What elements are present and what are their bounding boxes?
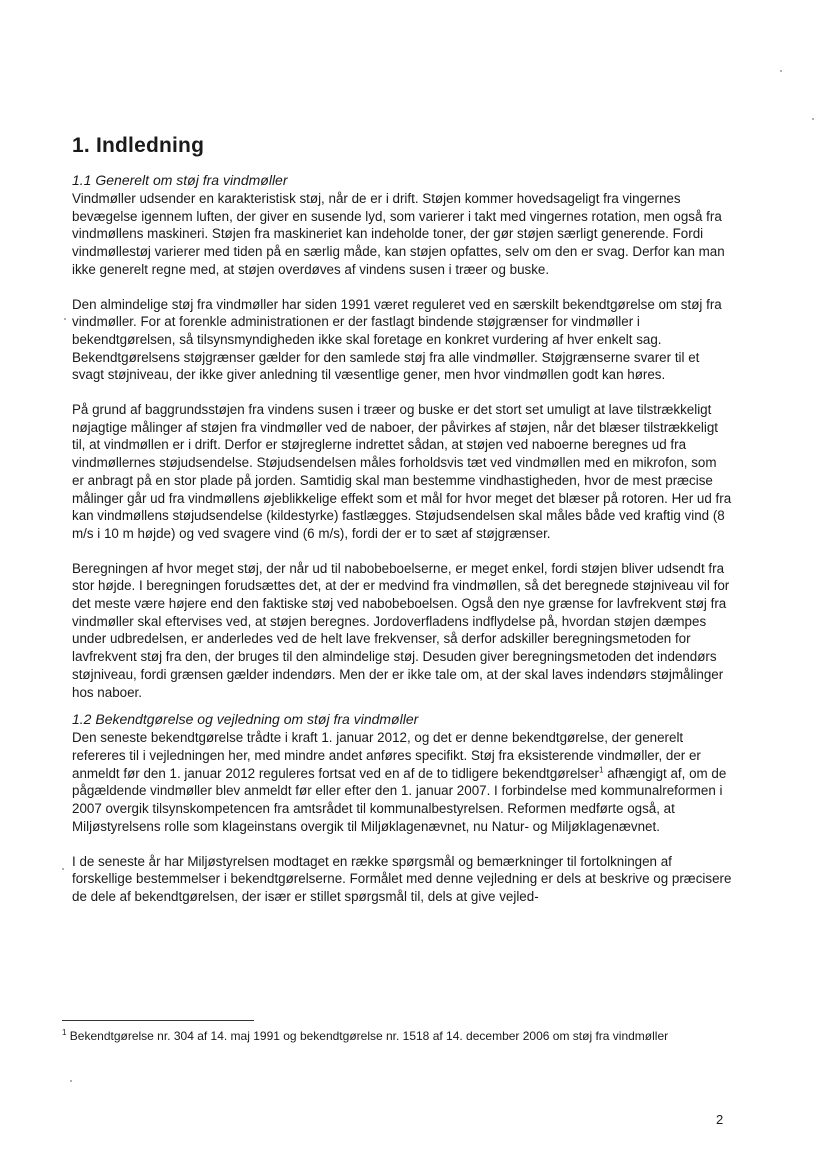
paragraph-6: I de seneste år har Miljøstyrelsen modtaget en række spørgsmål og bemærkninger til fortolkningen af forskellige bestemmelser i bekendtgørelserne. Formålet med denne vejledning er dels at beskrive og præcisere de dele af bekendtgørelsen, der især er stillet spørgsmål til, dels at give vejled- [72,853,732,904]
footnote-reference[interactable]: 1 [599,765,604,775]
paragraph-5 [72,729,732,835]
body-content [72,134,732,906]
scan-speck [62,868,64,870]
page-number: 2 [716,1112,724,1127]
paragraph-1: Vindmøller udsender en karakteristisk støj, når de er i drift. Støjen kommer hovedsageligt fra vingernes bevægelse igennem luften, der giver en susende lyd, som varierer i takt med vingernes rotation, men også fra vindmøllens maskineri. Støjen fra maskineriet kan indeholde toner, der gør støjen særligt generende. Fordi vindmøllestøj varierer med tiden på en særlig måde, kan støjen opfattes, selv om den er svag. Derfor kan man ikke generelt regne med, at støjen overdøves af vindens susen i træer og buske. [72,191,725,277]
paragraph-5-part-a: Den seneste bekendtgørelse trådte i kraft 1. januar 2012, og det er denne bekendtgørelse, der generelt refereres til i vejledningen her, med mindre andet anføres specifikt. Støj fra eksisterende vindmøller, der er anmeldt før den 1. januar 2012 reguleres fortsat ved en af de to tidligere bekendtgørelser [72,730,701,781]
footnote-divider [62,1020,254,1021]
paragraph-5-part-b: afhængigt af, om de pågældende vindmøller blev anmeldt før eller efter den 1. januar 2007. I forbindelse med kommunalreformen i 2007 overgik tilsynskompetencen fra amtsrådet til kommunalbestyrelsen. Reformen medførte også, at Miljøstyrelsens rolle som klageinstans overgik til Miljøklagenævnet, nu Natur- og Miljøklagenævnet. [72,765,727,834]
footnote [62,1028,722,1044]
footnote-number: 1 [62,1028,67,1037]
scan-speck [64,318,66,320]
scan-speck [780,70,782,72]
paragraph-3: På grund af baggrundsstøjen fra vindens susen i træer og buske er det stort set umuligt at lave tilstrækkeligt nøjagtige målinger af støjen fra vindmøller ved de naboer, der påvirkes af støjen, når det blæser tilstrækkeligt til, at vindmøllen er i drift. Derfor er støjreglerne indrettet sådan, at støjen ved naboerne beregnes ud fra vindmøllernes støjudsendelse. Støjudsendelsen måles forholdsvis tæt ved vindmøllen med en mikrofon, som er anbragt på en stor plade på jorden. Samtidig skal man bestemme vindhastigheden, hvor de mest præcise målinger går ud fra vindmøllens øjeblikkelige effekt som et mål for hvor meget det blæser på rotoren. Her ud fra kan vindmøllens støjudsendelse (kildestyrke) fastlægges. Støjudsendelsen skal måles både ved kraftig vind (8 m/s i 10 m højde) og ved svagere vind (6 m/s), fordi der er to sæt af støjgrænser. [72,402,732,541]
paragraph-4: Beregningen af hvor meget støj, der når ud til nabobeboelserne, er meget enkel, fordi støjen bliver udsendt fra stor højde. I beregningen forudsættes det, at der er medvind fra vindmøllen, så det beregnede støjniveau vil for det meste være højere end den faktiske støj ved nabobeboelsen. Også den nye grænse for lavfrekvent støj fra vindmøller skal eftervises ved, at støjen beregnes. Jordoverfladens indflydelse på, hvordan støjen dæmpes under udbredelsen, er anderledes ved de helt lave frekvenser, så derfor adskiller beregningsmetoden for lavfrekvent støj fra den, der bruges til den almindelige støj. Desuden giver beregningsmetoden det indendørs støjniveau, fordi grænsen gælder indendørs. Men der er ikke tale om, at der skal laves indendørs støjmålinger hos naboer. [72,560,730,700]
scan-speck [812,118,814,120]
scan-speck [70,1080,72,1082]
section-1-1-title: 1.1 Generelt om støj fra vindmøller [72,172,288,188]
footnote-text: Bekendtgørelse nr. 304 af 14. maj 1991 og bekendtgørelse nr. 1518 af 14. december 2006 om støj fra vindmøller [66,1029,669,1043]
paragraph-2: Den almindelige støj fra vindmøller har siden 1991 været reguleret ved en særskilt bekendtgørelse om støj fra vindmøller. For at forenkle administrationen er der fastlagt bindende støjgrænser for vindmøller i bekendtgørelsen, så tilsynsmyndigheden ikke skal foretage en konkret vurdering af hver enkelt sag. Bekendtgørelsens støjgrænser gælder for den samlede støj fra alle vindmøller. Støjgrænserne svarer til et svagt støjniveau, der ikke giver anledning til væsentlige gener, men hvor vindmøllen godt kan høres. [72,296,722,383]
chapter-heading: 1. Indledning [72,134,205,157]
section-1-2-title: 1.2 Bekendtgørelse og vejledning om støj fra vindmøller [72,711,419,728]
